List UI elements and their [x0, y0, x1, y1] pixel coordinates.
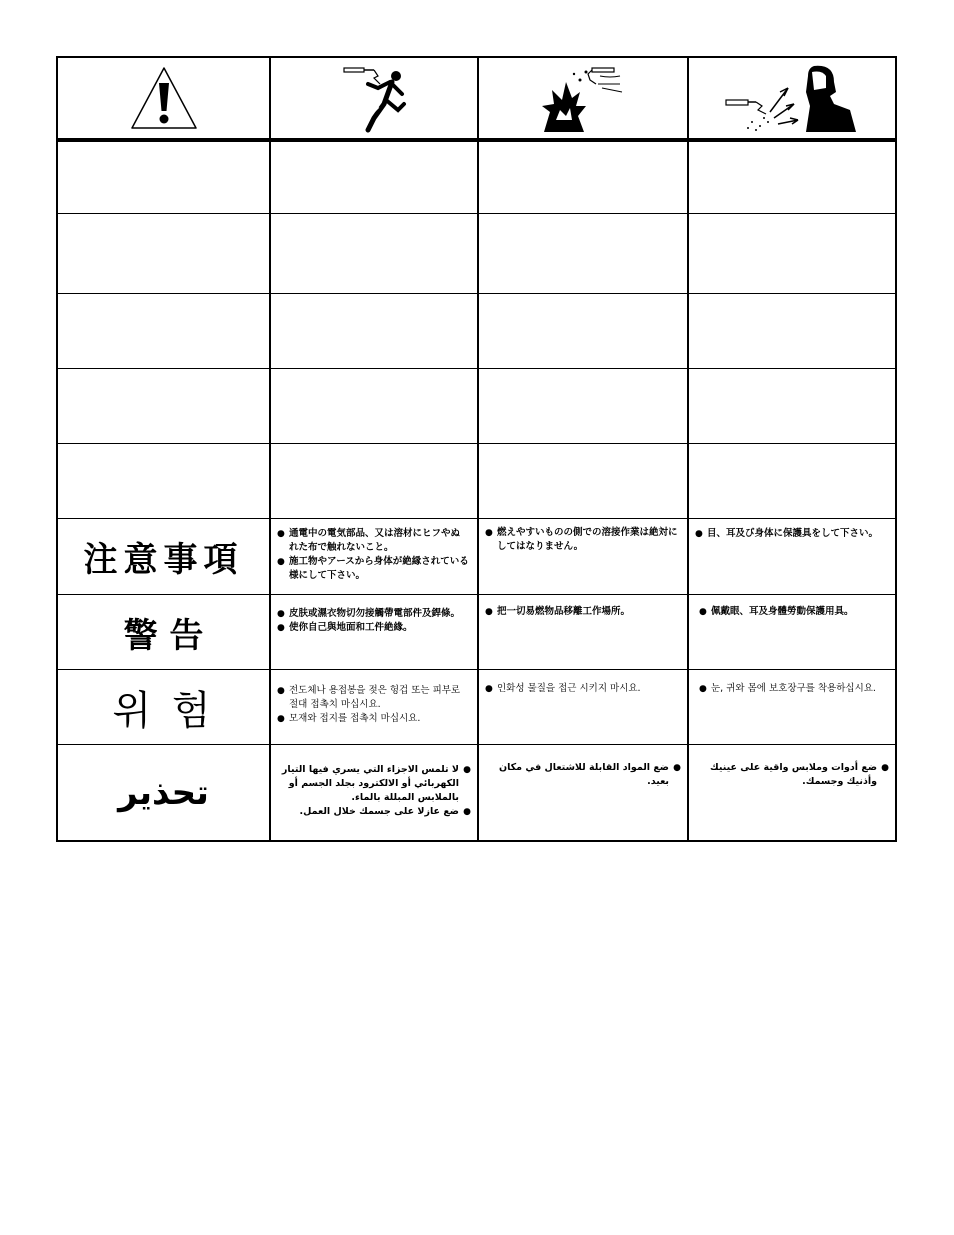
chinese-fire-text: [479, 595, 687, 669]
warning-triangle-icon: [129, 65, 199, 131]
arabic-electric-shock-text: [271, 745, 477, 840]
list-item: ● ضع المواد القابلة للاشتعال في مكان بعيد.: [485, 761, 681, 789]
list-item: ● 目、耳及び身体に保護具をして下さい。: [695, 527, 887, 541]
list-item: ● 把一切易燃物品移離工作場所。: [485, 605, 679, 619]
list-item: ● 施工物やアースから身体が絶縁されている様にして下さい。: [277, 555, 469, 583]
list-item: ● 전도체나 용접봉을 젖은 헝겁 또는 피부로 절대 접촉치 마십시요.: [277, 684, 469, 712]
list-item: ● لا تلمس الاجزاء التي يسري فيها التيار الكهربائي أو الالكترود بجلد الجسم أو بالملابس المبللة بالماء.: [277, 763, 471, 805]
list-item: ● 燃えやすいものの側での溶接作業は絶対にしてはなりません。: [485, 526, 679, 554]
header-fire-explosion-cell: [479, 58, 687, 138]
fire-explosion-icon: [540, 62, 626, 134]
list-item: ● 通電中の電気部品、又は溶材にヒフやぬれた布で触れないこと。: [277, 527, 469, 555]
korean-arc-rays-text: [689, 670, 895, 744]
japanese-electric-shock-text: [271, 519, 477, 594]
row-label-arabic: تحذير: [118, 772, 209, 813]
list-item: ● ضع عازلا على جسمك خلال العمل.: [277, 805, 471, 819]
header-divider: [58, 138, 895, 142]
list-item: ● 모재와 접지를 접촉치 마십시요.: [277, 712, 469, 726]
korean-electric-shock-text: [271, 670, 477, 744]
japanese-fire-text: [479, 519, 687, 594]
list-item: ● 皮肤或濕衣物切勿接觸帶電部件及銲條。: [277, 607, 469, 621]
header-electric-shock-cell: [271, 58, 477, 138]
list-item: ● 使你自己與地面和工件絶緣。: [277, 621, 469, 635]
header-arc-rays-cell: [689, 58, 895, 138]
arabic-arc-rays-text: [689, 745, 895, 840]
row-label-korean: 위 험: [112, 687, 215, 734]
korean-fire-text: [479, 670, 687, 744]
list-item: ● 佩戴眼、耳及身體勞動保護用具。: [699, 605, 887, 619]
arc-rays-face-shield-icon: [722, 62, 862, 134]
row-label-chinese: 警 告: [123, 615, 204, 656]
arabic-fire-text: [479, 745, 687, 840]
list-item: ● 눈, 귀와 몸에 보호장구를 착용하십시요.: [699, 682, 887, 696]
chinese-arc-rays-text: [689, 595, 895, 669]
header-warning-cell: [58, 58, 269, 138]
list-item: ● 인화성 물질을 접근 시키지 마시요.: [485, 682, 679, 696]
row-divider: [58, 368, 895, 369]
row-divider: [58, 293, 895, 294]
electric-shock-icon: [334, 62, 414, 134]
row-label-japanese: 注意事項: [83, 540, 244, 580]
row-divider: [58, 213, 895, 214]
safety-warning-table: [56, 56, 897, 842]
japanese-arc-rays-text: [689, 519, 895, 594]
chinese-electric-shock-text: [271, 595, 477, 669]
row-divider: [58, 443, 895, 444]
list-item: ● ضع أدوات وملابس واقية على عينيك وأذنيك وجسمك.: [695, 761, 889, 789]
